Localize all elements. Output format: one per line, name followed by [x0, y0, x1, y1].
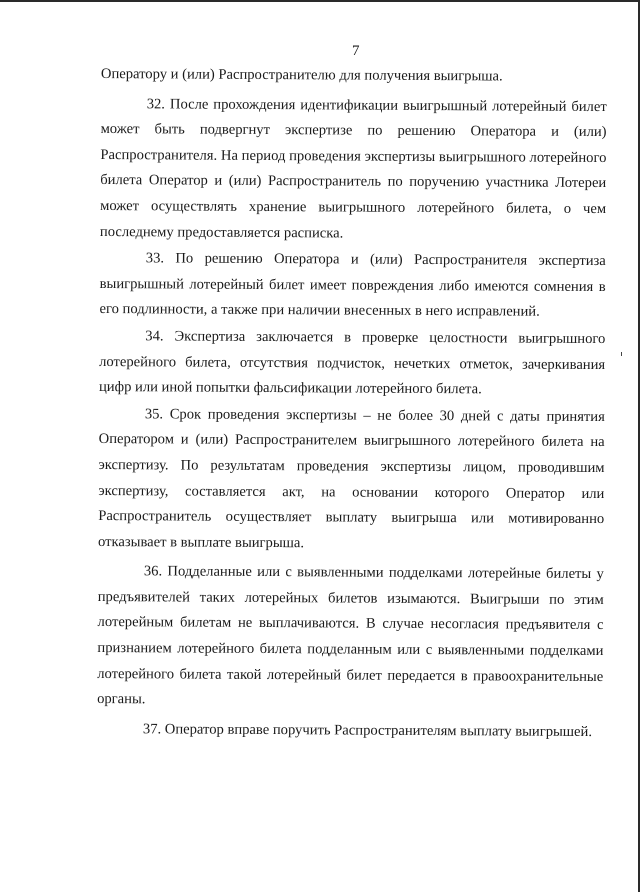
paragraph-33: 33. По решению Оператора и (или) Распространителя экспертиза выигрышный лотерейный билет имеет повреждения либо имеются сомнения в его подлинности, а также при наличии внесенных в него исправлений. [99, 250, 606, 321]
paragraph-36: 36. Подделанные или с выявленными подделками лотерейные билеты у предъявителей таких лотерейных билетов изымаются. Выигрыши по этим лотерейным билетам не выплачиваются. В случае несогласия предъявителя с признанием лотерейного билета подделанным или с выявленными подделками лотерейного билета такой лотерейный билет передается в правоохранительные органы. [97, 563, 604, 708]
page-number: 7 [352, 43, 360, 59]
paragraph-35: 35. Срок проведения экспертизы – не более 30 дней с даты принятия Оператором и (или) Распространителем выигрышного лотерейного билета на экспертизу. По результатам проведения экспертизы лицом, проводившим экспертизу, составляется акт, на основании которого Оператор или Распространитель осуществляет выплату выигрыша или мотивированно отказывает в выплате выигрыша. [98, 405, 605, 551]
paragraph-32: 32. После прохождения идентификации выигрышный лотерейный билет может быть подвергнут экспертизе по решению Оператора и (или) Распространителя. На период проведения экспертизы выигрышного лотерейного билета Оператор и (или) Распространитель по поручению участника Лотереи может осуществлять хранение выигрышного лотерейного билета, о чем последнему предоставляется расписка. [99, 95, 607, 242]
body-text [97, 62, 607, 746]
scan-edge-top [0, 0, 640, 2]
scan-speck [621, 352, 622, 356]
continuation-line: Оператору и (или) Распространителю для получения выигрыша. [100, 65, 503, 85]
paragraph-34: 34. Экспертиза заключается в проверке целостности выигрышного лотерейного билета, отсутствия подчисток, нечетких отметок, зачеркивания цифр или иной попытки фальсификации лотерейного билета. [98, 328, 606, 398]
paragraph-37: 37. Оператор вправе поручить Распространителям выплату выигрышей. [142, 721, 593, 740]
